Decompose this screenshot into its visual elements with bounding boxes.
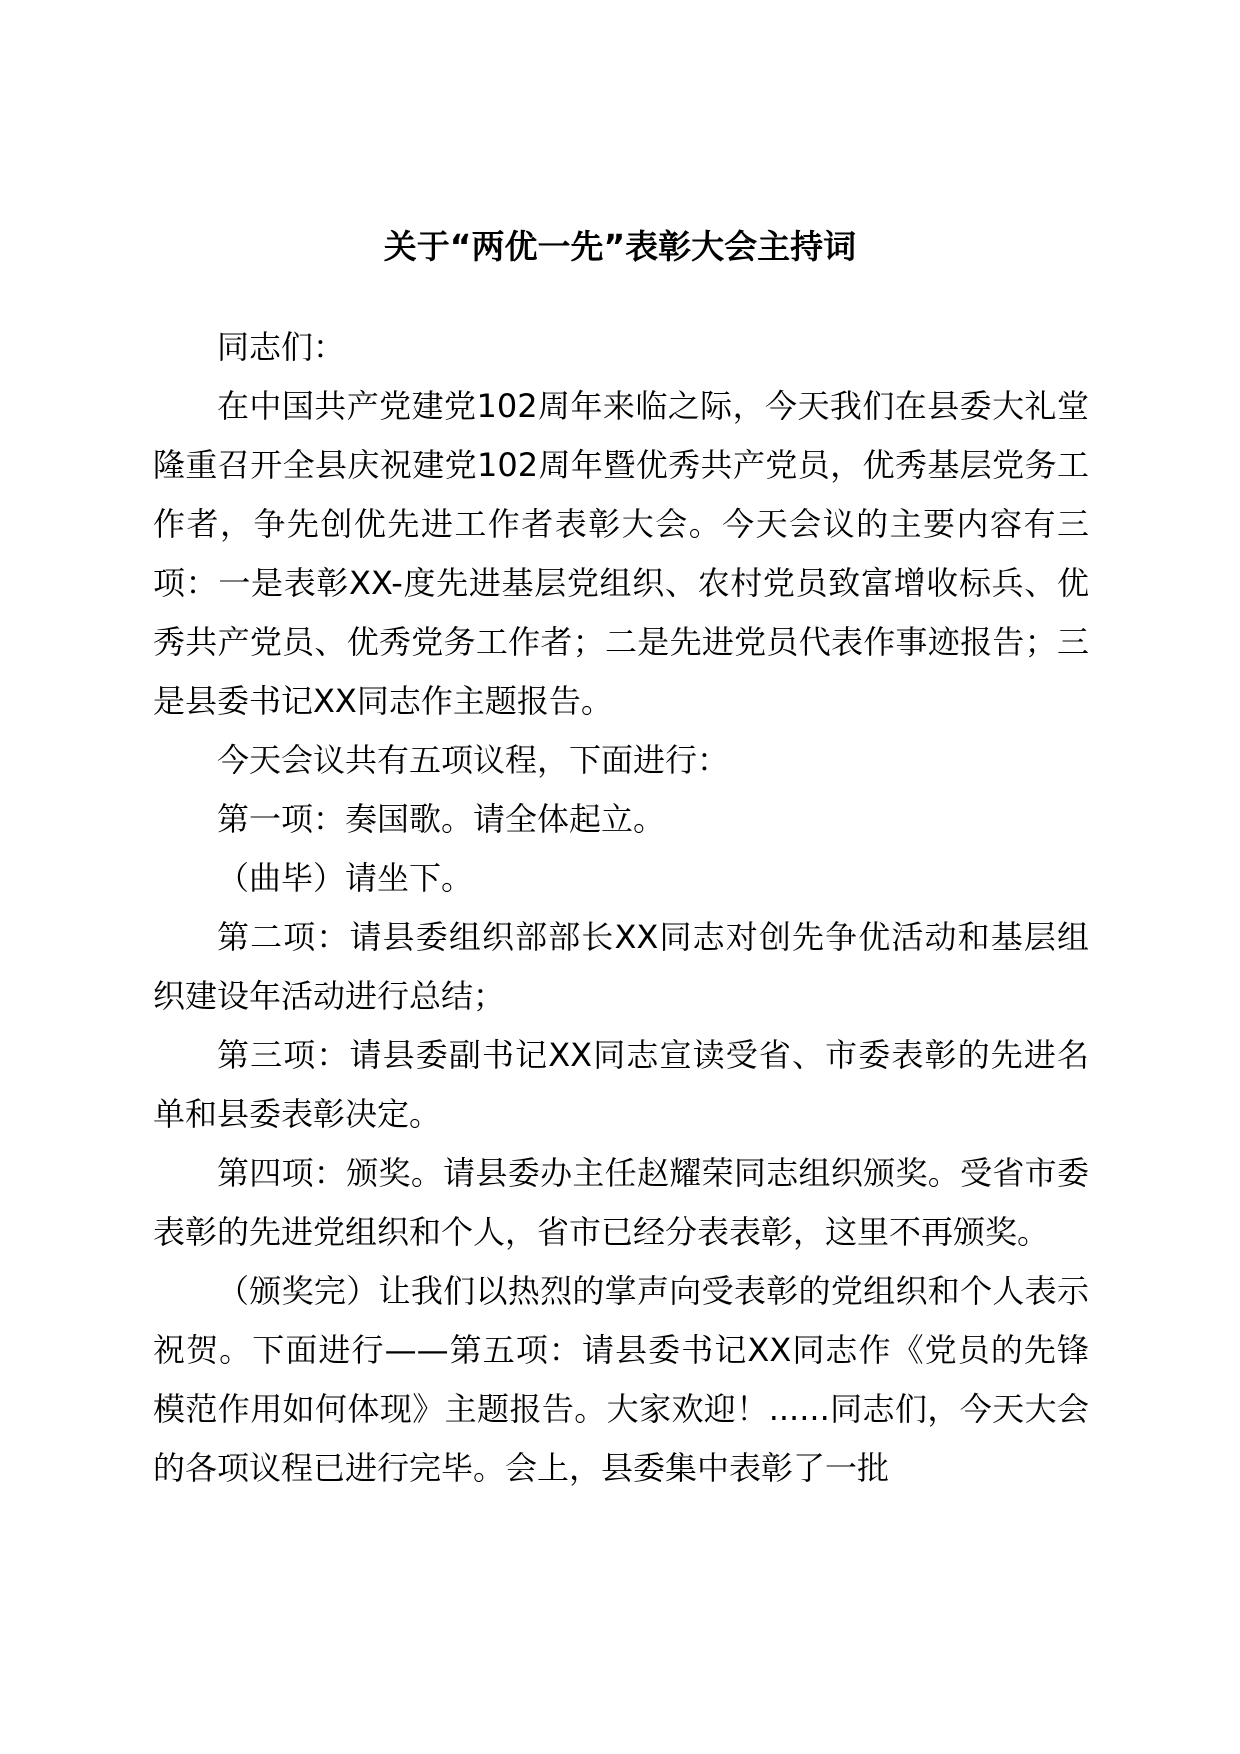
paragraph-item-5: （颁奖完）让我们以热烈的掌声向受表彰的党组织和个人表示祝贺。下面进行——第五项：请县委书记XX同志作《党员的先锋模范作用如何体现》主题报告。大家欢迎！......同志们，今天大会的各项议程已进行完毕。会上，县委集中表彰了一批 [153,1272,1089,1487]
paragraph-item-1: 第一项：奏国歌。请全体起立。 [217,800,666,838]
paragraph-item-3: 第三项：请县委副书记XX同志宣读受省、市委表彰的先进名单和县委表彰决定。 [153,1036,1089,1133]
paragraph-item-2: 第二项：请县委组织部部长XX同志对创先争优活动和基层组织建设年活动进行总结； [153,918,1089,1015]
document-title: 关于“两优一先”表彰大会主持词 [383,227,857,266]
paragraph-item-1-note: （曲毕）请坐下。 [217,859,474,897]
paragraph-item-4: 第四项：颁奖。请县委办主任赵耀荣同志组织颁奖。受省市委表彰的先进党组织和个人，省市已经分表表彰，这里不再颁奖。 [153,1154,1089,1251]
paragraph-opening: 在中国共产党建党102周年来临之际，今天我们在县委大礼堂隆重召开全县庆祝建党102周年暨优秀共产党员，优秀基层党务工作者，争先创优先进工作者表彰大会。今天会议的主要内容有三项：一是表彰XX-度先进基层党组织、农村党员致富增收标兵、优秀共产党员、优秀党务工作者；二是先进党员代表作事迹报告；三是县委书记XX同志作主题报告。 [153,387,1089,720]
paragraph-salutation: 同志们： [217,328,346,366]
document-body [153,318,1089,1498]
paragraph-agenda-intro: 今天会议共有五项议程，下面进行： [217,741,730,779]
